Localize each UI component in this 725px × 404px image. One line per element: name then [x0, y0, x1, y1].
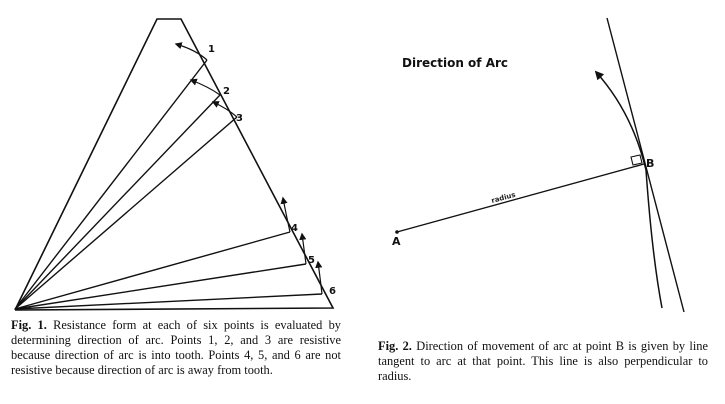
point-a-label: A: [392, 235, 401, 248]
figure-1-caption-text: Resistance form at each of six points is evaluated by determining direction of arc. Points 1, 2, and 3 are resistive because direction of arc is into tooth. Points 4, 5, and 6 are not resistive because direction of arc is away from tooth.: [11, 318, 341, 377]
point-label-4: 4: [291, 223, 298, 234]
diagram-title-direction-of-arc: Direction of Arc: [402, 56, 509, 70]
radial-line-1: [15, 60, 207, 309]
figure-1-caption-label: Fig. 1.: [11, 318, 47, 332]
point-a-dot: [395, 230, 399, 234]
figure-2-caption-text: Direction of movement of arc at point B is given by line tangent to arc at that point. This line is also perpendicular to radius.: [378, 339, 708, 383]
figure-1-caption: [11, 318, 341, 378]
point-b-label: B: [646, 157, 655, 170]
tooth-outline: [15, 19, 333, 310]
radial-line-2: [15, 95, 220, 309]
figure-1-diagram: [15, 19, 333, 310]
figure-2-caption: [378, 339, 708, 384]
point-label-3: 3: [236, 113, 243, 124]
point-label-6: 6: [329, 286, 336, 297]
arc-arrow-6: [318, 262, 322, 294]
figure-2-caption-label: Fig. 2.: [378, 339, 412, 353]
point-label-1: 1: [208, 44, 215, 55]
arc-arrow-2: [191, 80, 220, 95]
point-label-2: 2: [223, 86, 230, 97]
radius-line: [397, 164, 644, 232]
radius-label: radius: [490, 190, 517, 205]
point-label-5: 5: [308, 255, 315, 266]
arc-arrow-1: [176, 44, 207, 60]
right-angle-marker: [631, 155, 642, 165]
